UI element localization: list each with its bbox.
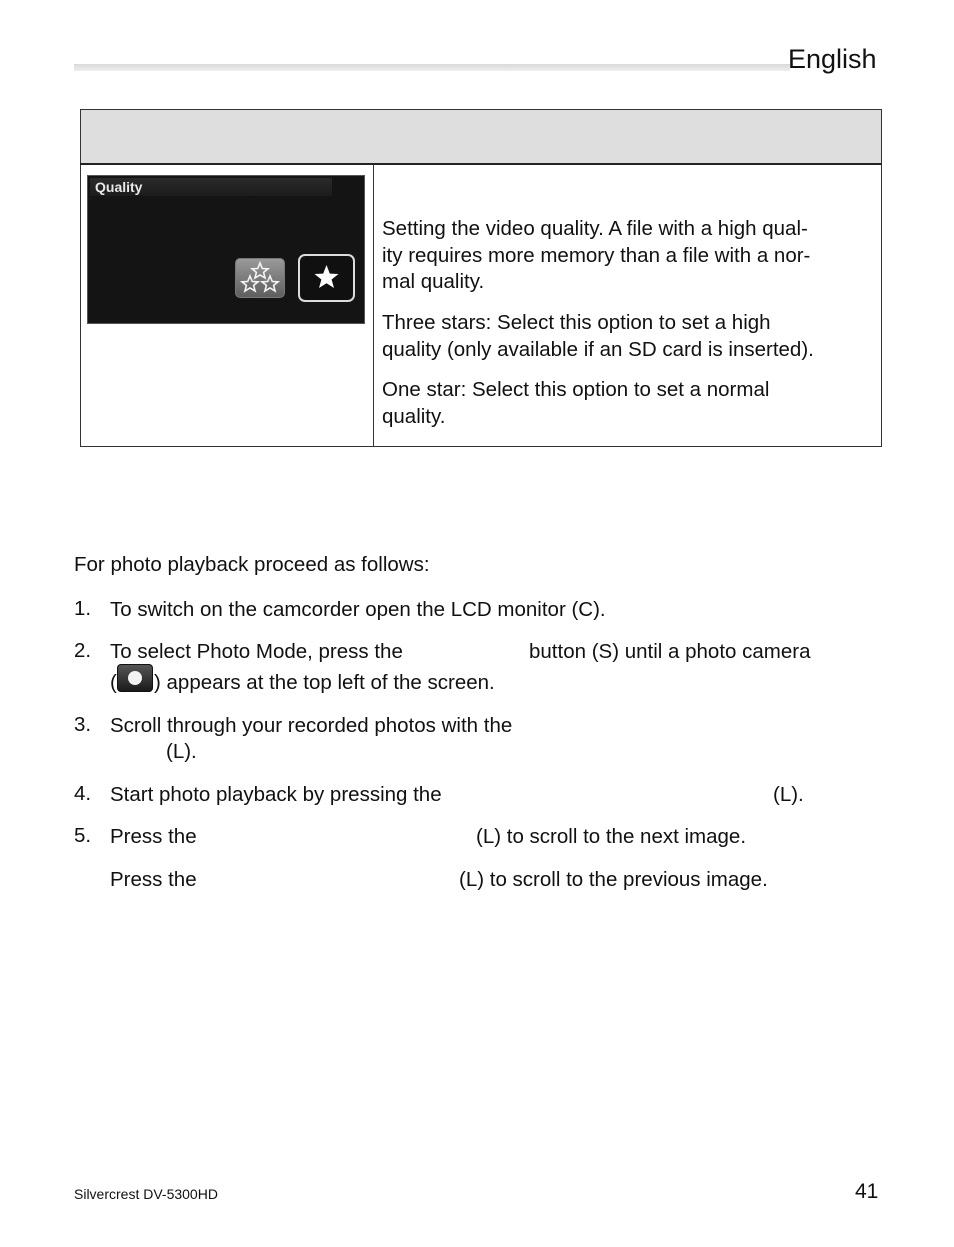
step-5-text-b: (L) to scroll to the next image.: [476, 825, 747, 848]
step-4-number: 4.: [74, 782, 92, 805]
step-2-text-b: button (S) until a photo camera: [529, 640, 811, 663]
quality-description: [382, 216, 877, 296]
step-2-paren-open: (: [110, 671, 117, 694]
step-1-number: 1.: [74, 597, 92, 620]
step-5-extra-b: (L) to scroll to the previous image.: [459, 868, 768, 891]
table-header-row: [80, 109, 882, 165]
one-star-icon: [298, 254, 355, 302]
header-rule: [74, 64, 790, 71]
desc-line-2: ity requires more memory than a file with a nor-: [382, 243, 811, 267]
one-star-line-2: quality.: [382, 404, 446, 428]
desc-line-3: mal quality.: [382, 270, 485, 293]
one-star-line-1: One star: Select this option to set a normal: [382, 378, 770, 401]
footer-model: Silvercrest DV-5300HD: [74, 1186, 218, 1202]
photo-camera-lens: [128, 671, 142, 685]
three-star-icon: [235, 258, 285, 298]
page-number: 41: [855, 1180, 879, 1203]
step-4-text-a: Start photo playback by pressing the: [110, 783, 442, 806]
lcd-title: Quality: [95, 179, 143, 195]
one-star-description: [382, 377, 877, 430]
step-4-text-b: (L).: [773, 783, 804, 806]
step-2-number: 2.: [74, 639, 92, 662]
desc-line-1: Setting the video quality. A file with a high qual-: [382, 217, 808, 240]
three-stars-description: [382, 310, 877, 363]
playback-intro: For photo playback proceed as follows:: [74, 553, 430, 576]
step-3-text-line2: (L).: [166, 740, 197, 763]
step-2-text-a: To select Photo Mode, press the: [110, 640, 403, 663]
step-1-text: To switch on the camcorder open the LCD monitor (C).: [110, 598, 606, 621]
step-5-extra-a: Press the: [110, 868, 197, 891]
step-5-text-a: Press the: [110, 825, 197, 848]
three-stars-line-1: Three stars: Select this option to set a high: [382, 311, 771, 334]
table-divider-vertical: [373, 164, 374, 447]
language-label: English: [788, 44, 877, 74]
step-2-text-line2: ) appears at the top left of the screen.: [154, 671, 495, 694]
step-3-text: Scroll through your recorded photos with the: [110, 714, 513, 737]
three-stars-line-2: quality (only available if an SD card is inserted).: [382, 337, 814, 361]
step-3-number: 3.: [74, 713, 92, 736]
step-5-number: 5.: [74, 824, 92, 847]
table-divider-horizontal: [80, 163, 882, 165]
